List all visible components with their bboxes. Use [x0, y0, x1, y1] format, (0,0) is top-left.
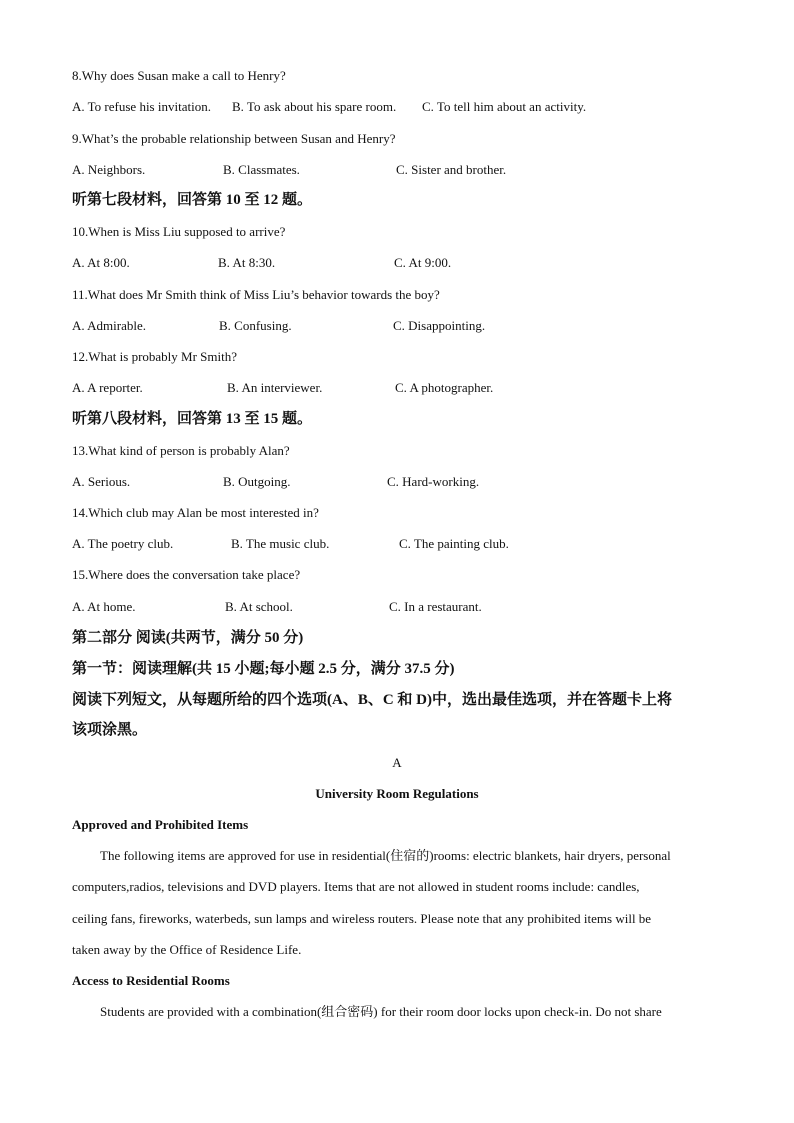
answer-option: A. At 8:00.	[72, 255, 130, 270]
answer-option: C. Sister and brother.	[396, 162, 507, 177]
question-stem: 12.What is probably Mr Smith?	[72, 349, 238, 364]
passage-letter: A	[392, 755, 402, 770]
instruction-text: 该项涂黑。	[72, 722, 148, 738]
question-stem: 10.When is Miss Liu supposed to arrive?	[72, 224, 286, 239]
answer-option: A. The poetry club.	[72, 536, 174, 551]
passage-subheading: Access to Residential Rooms	[72, 973, 230, 988]
answer-option: C. A photographer.	[395, 380, 494, 395]
answer-option: A. Neighbors.	[72, 162, 146, 177]
answer-option: A. Admirable.	[72, 318, 147, 333]
answer-option: A. At home.	[72, 599, 136, 614]
answer-option: B. An interviewer.	[227, 380, 323, 395]
answer-option: C. The painting club.	[399, 536, 509, 551]
paragraph-line: ceiling fans, fireworks, waterbeds, sun lamps and wireless routers. Please note that any prohibited items will be	[72, 911, 652, 926]
answer-option: A. Serious.	[72, 474, 131, 489]
passage-title: University Room Regulations	[315, 786, 479, 801]
answer-option: B. At school.	[225, 599, 293, 614]
question-stem: 13.What kind of person is probably Alan?	[72, 443, 290, 458]
section-heading: 听第七段材料，回答第 10 至 12 题。	[72, 192, 313, 208]
question-stem: 9.What’s the probable relationship between Susan and Henry?	[72, 131, 396, 146]
question-stem: 11.What does Mr Smith think of Miss Liu’s behavior towards the boy?	[72, 287, 440, 302]
answer-option: C. In a restaurant.	[389, 599, 482, 614]
part-heading: 第二部分 阅读(共两节，满分 50 分)	[72, 630, 304, 646]
paragraph-line: taken away by the Office of Residence Life.	[72, 942, 302, 957]
section-heading: 第一节：阅读理解(共 15 小题;每小题 2.5 分，满分 37.5 分)	[72, 661, 455, 677]
answer-option: C. At 9:00.	[394, 255, 452, 270]
answer-option: B. Outgoing.	[223, 474, 291, 489]
answer-option: C. To tell him about an activity.	[422, 99, 587, 114]
answer-option: B. Confusing.	[219, 318, 292, 333]
answer-option: B. The music club.	[231, 536, 330, 551]
section-heading: 听第八段材料，回答第 13 至 15 题。	[72, 411, 313, 427]
passage-subheading: Approved and Prohibited Items	[72, 817, 249, 832]
paragraph-line: The following items are approved for use in residential(住宿的)rooms: electric blankets, hair dryers, personal	[100, 848, 671, 863]
answer-option: B. To ask about his spare room.	[232, 99, 397, 114]
answer-option: C. Disappointing.	[393, 318, 486, 333]
answer-option: B. Classmates.	[223, 162, 300, 177]
answer-option: C. Hard-working.	[387, 474, 480, 489]
instruction-text: 阅读下列短文，从每题所给的四个选项(A、B、C 和 D)中，选出最佳选项，并在答题卡上将	[72, 692, 672, 708]
question-stem: 15.Where does the conversation take place?	[72, 567, 301, 582]
paragraph-line: Students are provided with a combination(组合密码) for their room door locks upon check-in. Do not share	[100, 1004, 662, 1019]
answer-option: A. To refuse his invitation.	[72, 99, 211, 114]
paragraph-line: computers,radios, televisions and DVD players. Items that are not allowed in student rooms include: candles,	[72, 879, 640, 894]
question-stem: 14.Which club may Alan be most interested in?	[72, 505, 319, 520]
answer-option: B. At 8:30.	[218, 255, 276, 270]
answer-option: A. A reporter.	[72, 380, 143, 395]
question-stem: 8.Why does Susan make a call to Henry?	[72, 68, 286, 83]
